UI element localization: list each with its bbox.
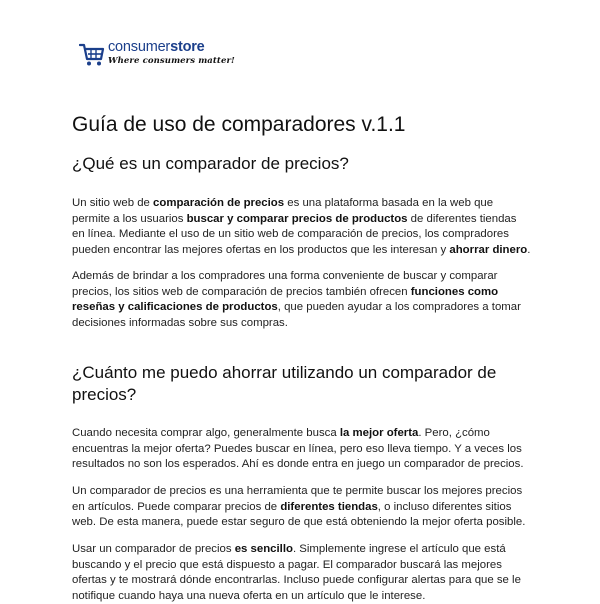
- paragraph-savings-2: Un comparador de precios es una herramienta que te permite buscar los mejores precios en artículos. Puede comparar precios de diferentes tiendas, o incluso diferentes sitios web. De esta manera, puede estar seguro de que está obteniendo la mejor oferta posible.: [72, 485, 526, 529]
- shopping-cart-icon: [79, 42, 105, 68]
- logo-text: [108, 40, 235, 65]
- paragraph-savings-3: Usar un comparador de precios es sencillo. Simplemente ingrese el artículo que está buscando y el precio que está dispuesto a pagar. El comparador buscará las mejores ofertas y te mostrará dónde encontrarlas. Incluso puede configurar alertas para que se le notifique cuando haya una nueva oferta en un artículo que le interese.: [72, 543, 521, 602]
- section-heading-how-much-save: ¿Cuánto me puedo ahorrar utilizando un comparador de precios?: [72, 363, 497, 404]
- logo-tagline: Where consumers matter!: [108, 55, 235, 66]
- section-heading-what-is: ¿Qué es un comparador de precios?: [72, 154, 349, 173]
- paragraph-what-is-1: Un sitio web de comparación de precios es una plataforma basada en la web que permite a los usuarios buscar y comparar precios de productos de diferentes tiendas en línea. Mediante el uso de un sitio web de comparación de precios, los compradores pueden encontrar las mejores ofertas en los productos que les interesan y ahorrar dinero.: [72, 197, 531, 256]
- consumerstore-logo: [79, 40, 235, 72]
- document-title: Guía de uso de comparadores v.1.1: [72, 113, 406, 136]
- paragraph-savings-1: Cuando necesita comprar algo, generalmente busca la mejor oferta. Pero, ¿cómo encuentras la mejor oferta? Puedes buscar en línea, pero eso lleva tiempo. Y a veces los resultados no son los esperados. Ahí es donde entra en juego un comparador de precios.: [72, 427, 524, 471]
- paragraph-what-is-2: Además de brindar a los compradores una forma conveniente de buscar y comparar precios, los sitios web de comparación de precios también ofrecen funciones como reseñas y calificaciones de productos, que pueden ayudar a los compradores a tomar decisiones informadas sobre sus compras.: [72, 270, 521, 329]
- logo-wordmark: consumerstore: [108, 39, 205, 55]
